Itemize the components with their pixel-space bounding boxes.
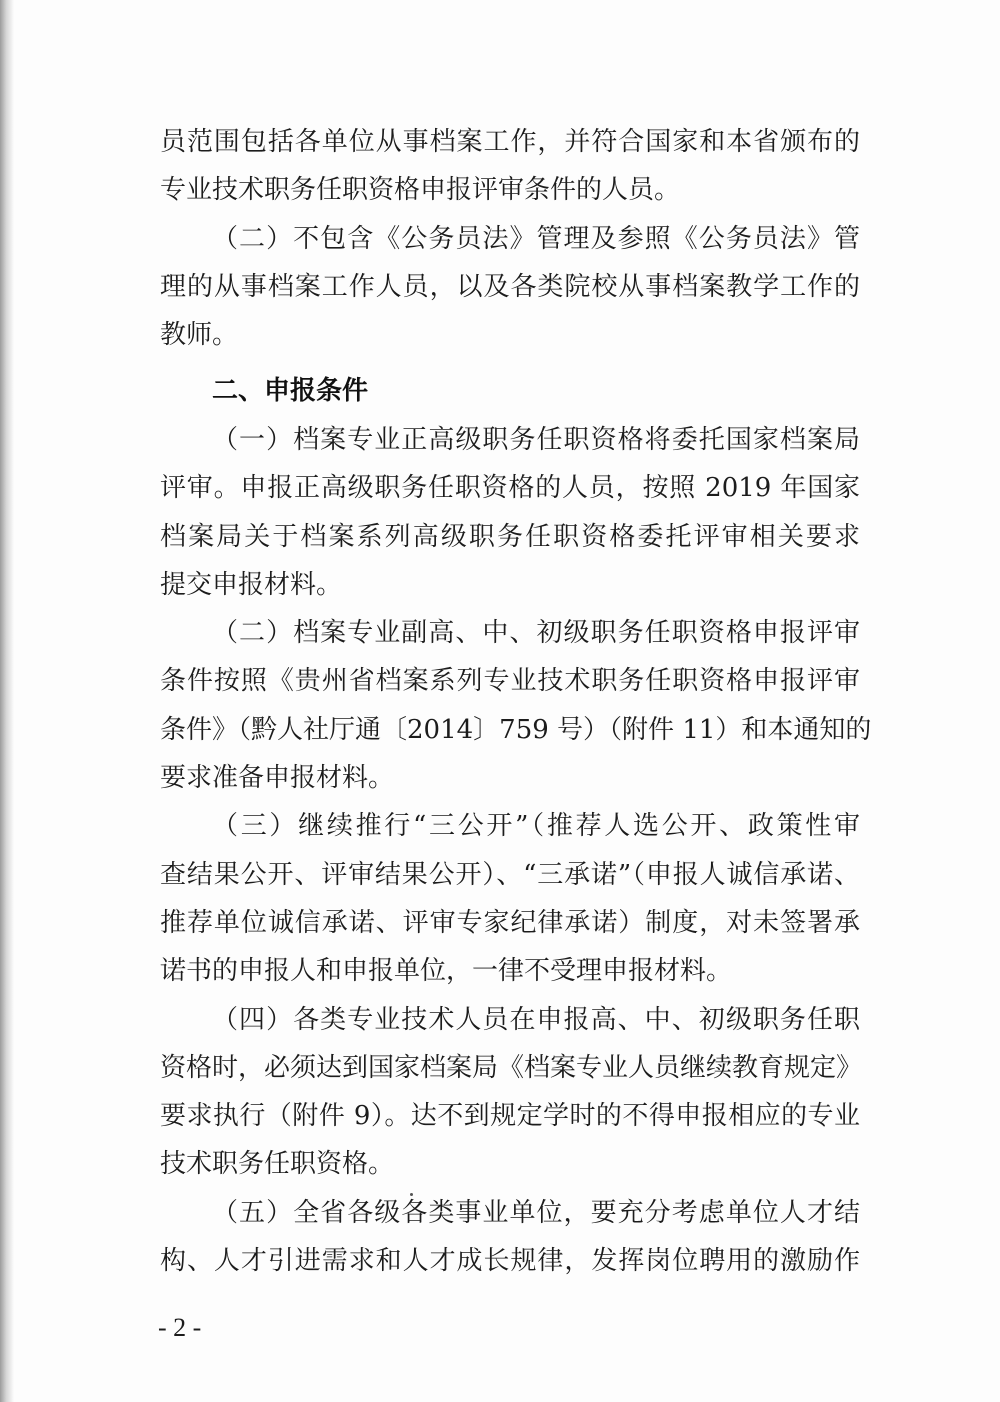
body-text-main [160, 416, 872, 1285]
text-line: 评审。申报正高级职务任职资格的人员，按照 2019 年国家 [160, 473, 860, 504]
text-line: （二）档案专业副高、中、初级职务任职资格申报评审 [212, 618, 860, 649]
text-line: 推荐单位诚信承诺、评审专家纪律承诺）制度，对未签署承 [160, 907, 860, 938]
body-text-top [160, 118, 860, 359]
text-line: 档案局关于档案系列高级职务任职资格委托评审相关要求 [160, 521, 860, 552]
text-line: 教师。 [160, 320, 239, 351]
text-line: 要求执行（附件 9）。达不到规定学时的不得申报相应的专业 [160, 1101, 860, 1132]
text-line: 条件按照《贵州省档案系列专业技术职务任职资格申报评审 [160, 666, 860, 697]
scan-shadow [0, 0, 14, 1402]
text-line: 技术职务任职资格。 [160, 1149, 395, 1180]
section-heading: 二、申报条件 [212, 376, 369, 406]
text-line: 提交申报材料。 [160, 569, 343, 600]
text-line: 查结果公开、评审结果公开）、“三承诺”（申报人诚信承诺、 [160, 859, 860, 890]
text-line: 专业技术职务任职资格申报评审条件的人员。 [160, 175, 681, 206]
text-line: （三）继续推行“三公开”（推荐人选公开、政策性审 [212, 811, 860, 842]
text-line: （五）全省各级各类事业单位，要充分考虑单位人才结 [212, 1197, 860, 1228]
text-line: （四）各类专业技术人员在申报高、中、初级职务任职 [212, 1004, 860, 1035]
text-line: （二）不包含《公务员法》管理及参照《公务员法》管 [212, 223, 860, 254]
text-line: 员范围包括各单位从事档案工作，并符合国家和本省颁布的 [160, 127, 860, 157]
text-line: 资格时，必须达到国家档案局《档案专业人员继续教育规定》 [160, 1052, 863, 1083]
page-number: - 2 - [158, 1313, 202, 1342]
text-line: 诺书的申报人和申报单位，一律不受理申报材料。 [160, 956, 733, 987]
text-line: 要求准备申报材料。 [160, 763, 395, 794]
text-line: 条件》（黔人社厅通〔2014〕759 号）（附件 11）和本通知的 [160, 714, 872, 745]
text-line: 构、人才引进需求和人才成长规律，发挥岗位聘用的激励作 [160, 1246, 860, 1277]
scan-speck [410, 1193, 413, 1196]
text-line: 理的从事档案工作人员，以及各类院校从事档案教学工作的 [160, 271, 860, 302]
text-line: （一）档案专业正高级职务任职资格将委托国家档案局 [212, 425, 860, 455]
